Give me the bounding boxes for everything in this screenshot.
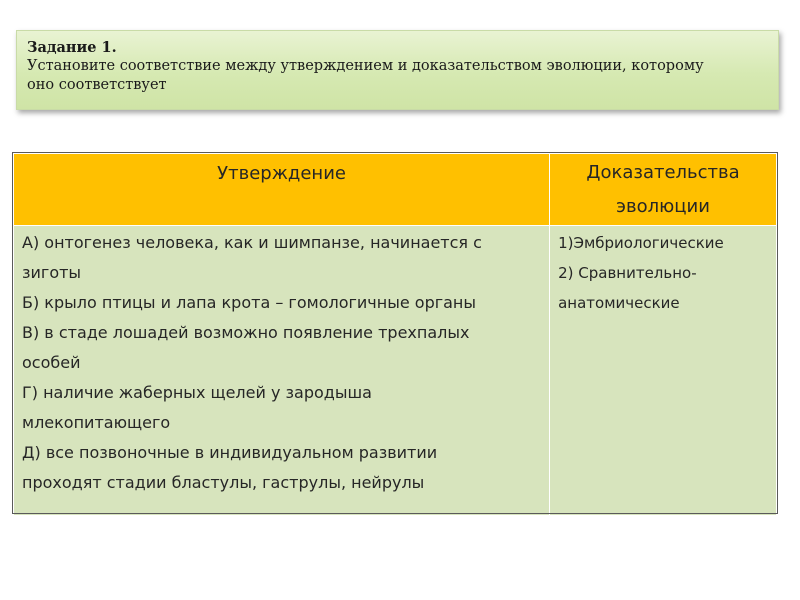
table-row	[14, 226, 777, 516]
evidence-2-line2: анатомические	[558, 294, 680, 312]
evidence-cell	[550, 226, 777, 516]
task-text-line2: оно соответствует	[27, 77, 167, 93]
evidence-2-line1: 2) Сравнительно-	[558, 264, 697, 282]
task-text-line1: Установите соответствие между утверждением и доказательством эволюции, которому	[27, 58, 704, 74]
statement-a-line1: А) онтогенез человека, как и шимпанзе, начинается с	[22, 233, 482, 252]
task-box	[16, 30, 779, 110]
header-evidence-line1: Доказательства	[586, 162, 740, 183]
header-evidence	[550, 154, 777, 226]
statement-g-line1: Г) наличие жаберных щелей у зародыша	[22, 383, 372, 402]
statement-d-line1: Д) все позвоночные в индивидуальном развитии	[22, 443, 438, 462]
statement-v-line2: особей	[22, 353, 81, 372]
statement-d-line2: проходят стадии бластулы, гаструлы, нейрулы	[22, 473, 425, 492]
evolution-table	[13, 153, 777, 516]
table-header-row	[14, 154, 777, 226]
statement-g-line2: млекопитающего	[22, 413, 171, 432]
statement-b-line1: Б) крыло птицы и лапа крота – гомологичные органы	[22, 293, 477, 312]
header-evidence-line2: эволюции	[616, 196, 710, 217]
header-statement	[14, 154, 550, 226]
statement-v-line1: В) в стаде лошадей возможно появление трехпалых	[22, 323, 470, 342]
statements-cell	[14, 226, 550, 516]
statement-a-line2: зиготы	[22, 263, 82, 282]
header-statement-label: Утверждение	[217, 163, 346, 184]
task-title: Задание 1.	[27, 39, 117, 56]
evidence-1-line1: 1)Эмбриологические	[558, 234, 724, 252]
